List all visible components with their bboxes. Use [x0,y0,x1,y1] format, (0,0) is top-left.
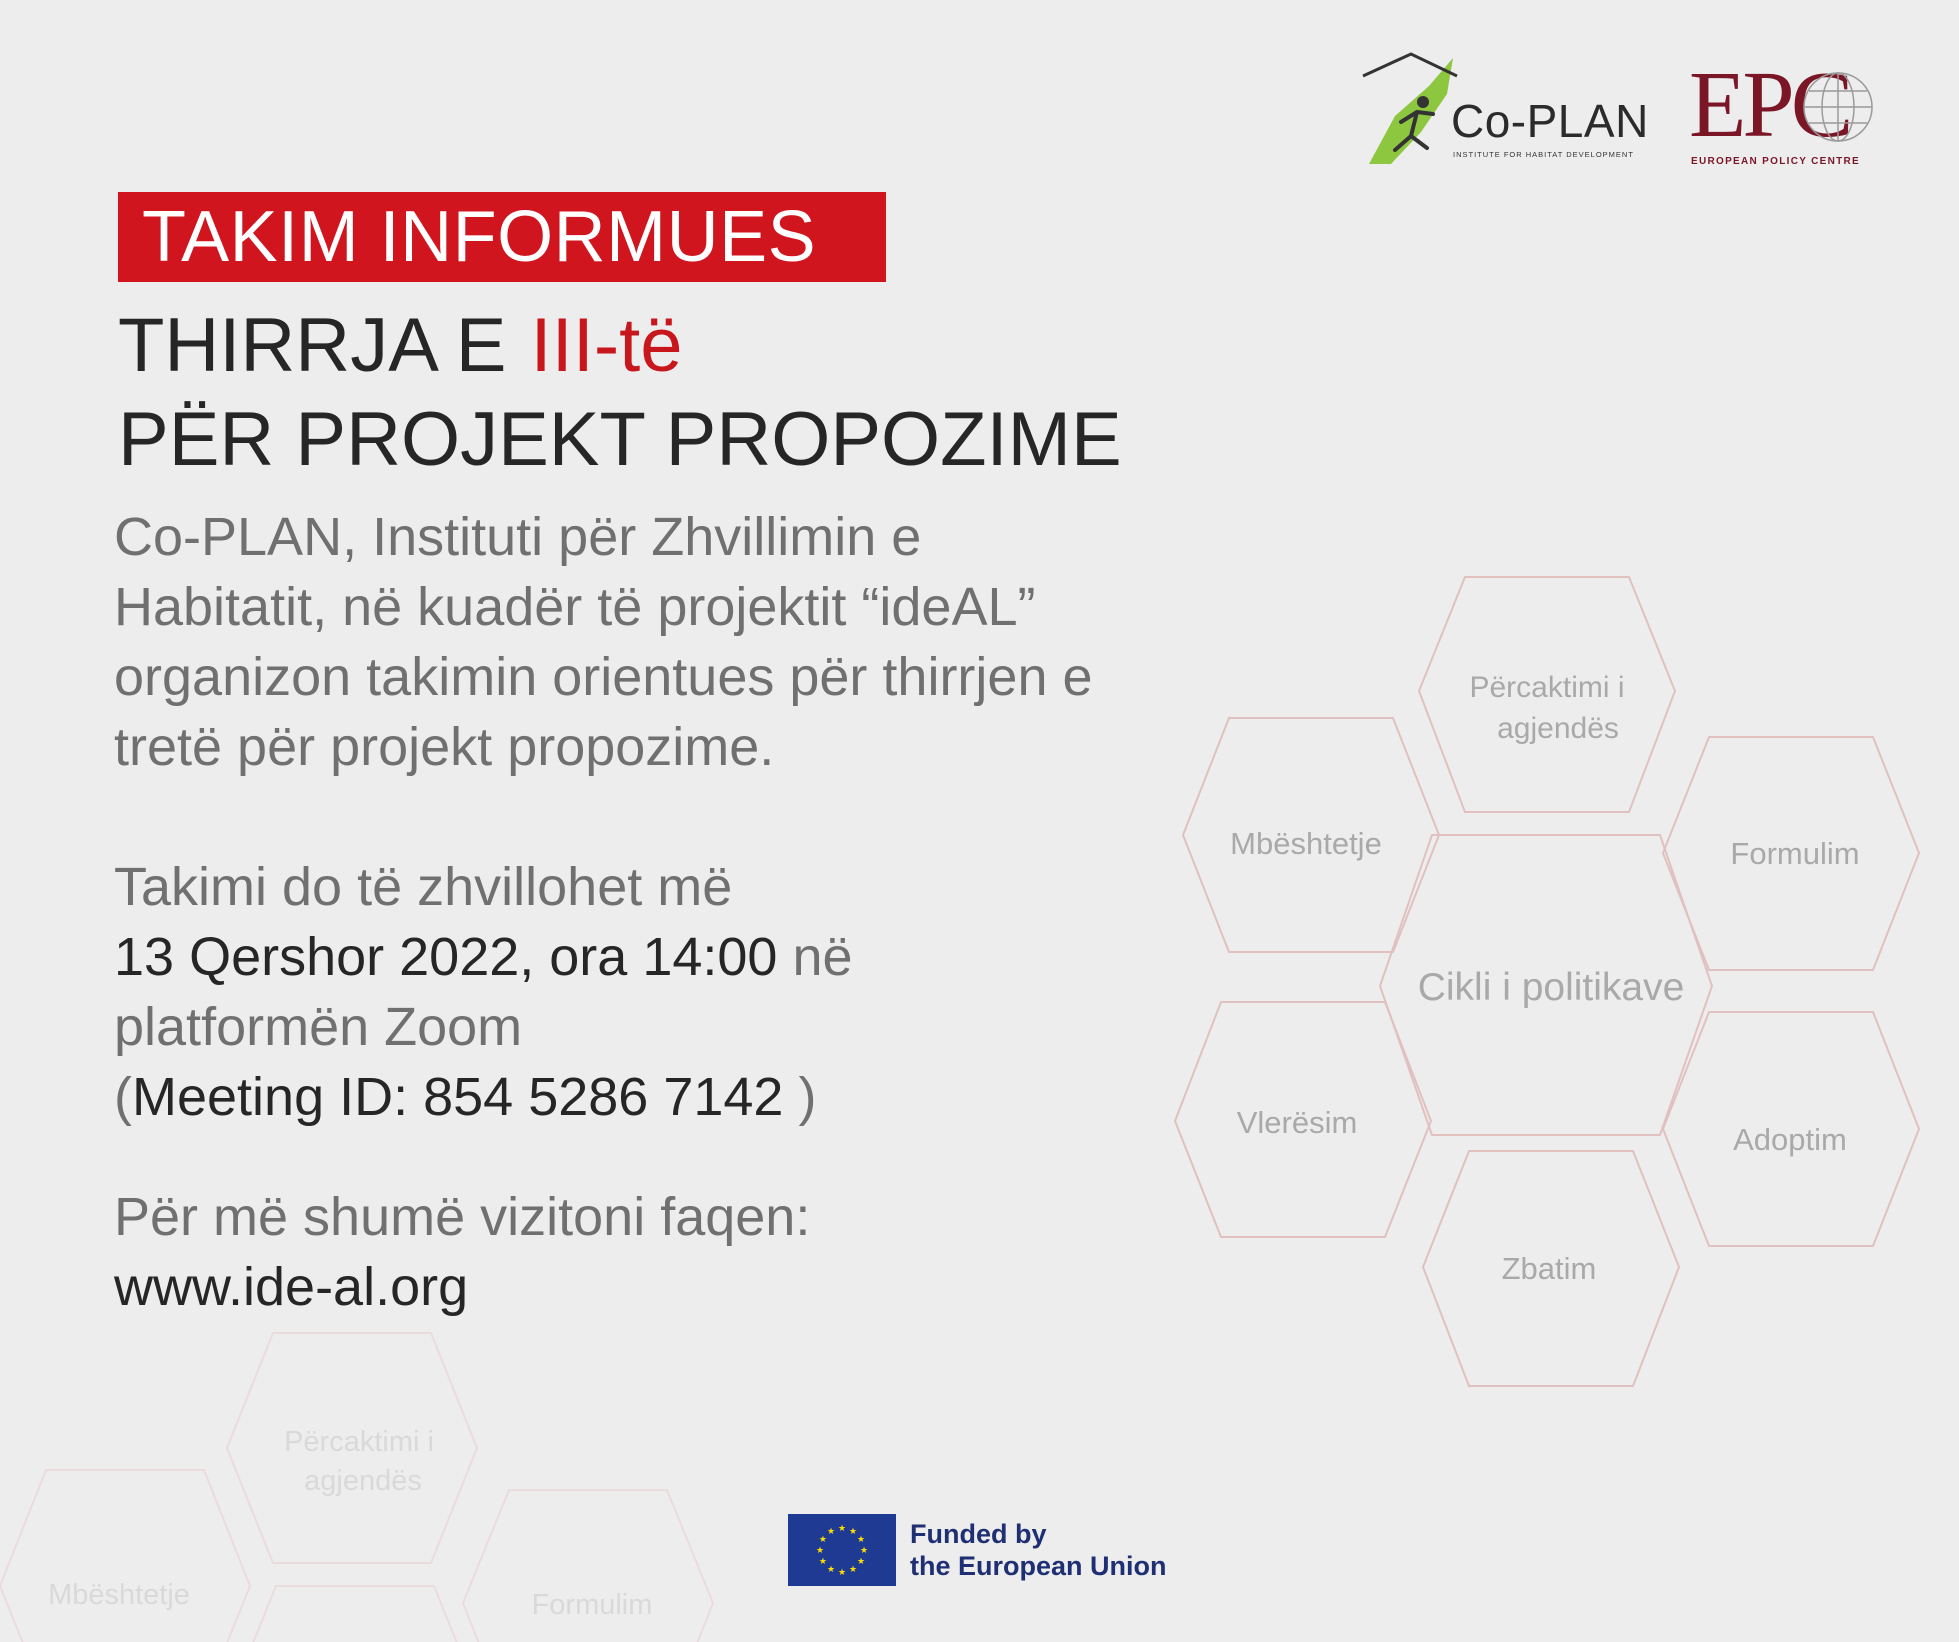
eu-funding-badge [788,1514,1167,1586]
eu-funding-line-1: Funded by [910,1519,1047,1549]
eu-star-icon: ★ [857,1556,866,1566]
label-formulation: Formulim [1730,836,1860,871]
label-center: Cikli i politikave [1417,966,1685,1009]
label-adoption: Adoptim [1733,1122,1847,1157]
eu-star-icon: ★ [857,1534,866,1544]
intro-line: Habitatit, në kuadër të projektit “ideAL” [114,577,1036,637]
epc-logo [1689,53,1879,168]
title-prefix: THIRRJA E [118,303,507,388]
label-faded-agenda-line1: Përcaktimi i [284,1426,434,1458]
coplan-figure-icon [1361,52,1461,168]
intro-line: Co-PLAN, Instituti për Zhvillimin e [114,507,922,567]
epc-tagline: EUROPEAN POLICY CENTRE [1691,156,1860,167]
meeting-platform: platformën Zoom [114,997,523,1057]
coplan-logo [1361,52,1653,168]
eu-funding-text [910,1518,1167,1582]
eu-star-icon: ★ [848,1525,858,1536]
meeting-id-close: ) [783,1067,817,1127]
eu-star-icon: ★ [826,1525,836,1536]
coplan-tagline: INSTITUTE FOR HABITAT DEVELOPMENT [1453,150,1634,159]
label-faded-support: Mbështetje [48,1579,190,1611]
label-implementation: Zbatim [1501,1251,1597,1286]
eu-flag-icon [788,1514,896,1586]
event-type-badge: TAKIM INFORMUES [118,192,886,282]
coplan-name: Co-PLAN [1451,95,1649,147]
eu-star-icon: ★ [815,1545,825,1555]
intro-line: tretë për projekt propozime. [114,717,775,777]
meeting-id: Meeting ID: 854 5286 7142 [131,1067,784,1127]
partner-logos [1361,52,1879,168]
label-faded-formulation: Formulim [531,1589,653,1621]
website-link[interactable]: www.ide-al.org [114,1257,469,1317]
eu-star-icon: ★ [837,1523,847,1533]
eu-star-icon: ★ [837,1567,847,1577]
eu-star-icon: ★ [859,1545,869,1555]
visit-label: Për më shumë vizitoni faqen: [114,1187,811,1247]
hex-faded-support [0,1470,250,1642]
intro-line: organizon takimin orientues për thirrjen e [114,647,1093,707]
label-agenda-line1: Përcaktimi i [1469,671,1625,704]
meeting-intro: Takimi do të zhvillohet më [114,857,733,917]
eu-funding-line-2: the European Union [910,1551,1167,1581]
meeting-date-suffix: në [777,927,853,987]
meeting-date-line [114,922,1194,992]
meeting-details [114,852,1194,1132]
label-evaluation: Vlerësim [1236,1105,1358,1140]
meeting-date-time: 13 Qershor 2022, ora 14:00 [114,927,778,987]
globe-icon [1801,64,1875,150]
label-support: Mbështetje [1230,826,1382,861]
label-agenda-line2: agjendës [1497,712,1619,745]
title-line-1 [118,300,683,392]
label-faded-agenda-line2: agjendës [304,1465,422,1497]
meeting-id-open: ( [114,1067,132,1127]
eu-star-icon: ★ [848,1564,858,1575]
title-accent: III-të [530,303,683,388]
eu-star-icon: ★ [818,1556,827,1566]
visit-section [114,1182,1194,1322]
hex-faded-bottom [230,1586,480,1642]
meeting-id-line [114,1062,1194,1132]
eu-star-icon: ★ [818,1534,827,1544]
intro-paragraph [114,502,1194,782]
epc-letters: EPC [1689,53,1850,157]
eu-star-icon: ★ [826,1564,836,1575]
title-line-2: PËR PROJEKT PROPOZIME [118,397,1122,482]
